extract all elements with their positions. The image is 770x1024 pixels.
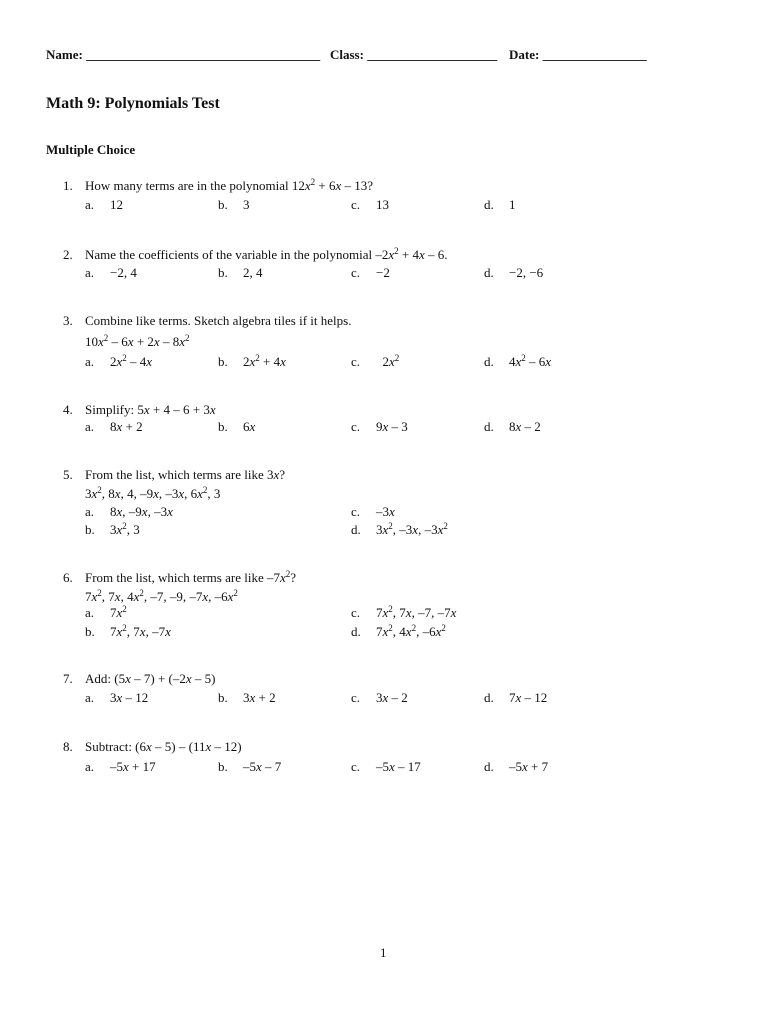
option-letter: a. [85,690,95,705]
class-label: Class: [330,47,364,62]
question-number: 5. [63,467,73,482]
date-label: Date: [509,47,540,62]
answer-option [85,624,171,640]
answer-option [484,690,547,706]
option-letter: b. [85,522,95,537]
class-field [330,47,497,63]
question-number: 7. [63,671,73,686]
answer-option [218,197,250,213]
option-letter: d. [484,197,494,212]
answer-option [351,690,408,706]
question-text: How many terms are in the polynomial $12x^2 + 6x - 13$? [85,177,374,193]
option-value: 1 [509,197,516,212]
answer-option [484,197,516,213]
answer-option [218,419,255,435]
option-letter: d. [484,265,494,280]
question-text: From the list, which terms are like 3x? [85,467,286,482]
date-blank: ________________ [542,47,647,62]
option-value: −2, 4 [110,265,137,280]
option-letter: a. [85,759,95,774]
option-value: 3x – 12 [110,690,149,705]
answer-option [351,522,448,538]
option-value: –5x + 17 [110,759,156,774]
question-expression: $3x^2$, 8x, 4, –9x, –3x, $6x^2$, 3 [85,485,221,501]
option-letter: c. [351,197,361,212]
question-number: 8. [63,739,73,754]
option-letter: b. [218,690,228,705]
answer-option [85,265,137,281]
option-letter: c. [351,759,361,774]
name-label: Name: [46,47,83,62]
option-value: 3 [243,197,250,212]
name-field [46,47,320,63]
answer-option [351,265,390,281]
option-value: $7x^2$, 7x, –7x [110,623,171,639]
option-value: 3x – 2 [376,690,408,705]
answer-option [351,504,395,520]
answer-option [85,504,173,520]
option-value: 3x + 2 [243,690,276,705]
option-value: $7x^2$, 7x, –7, –7x [376,604,457,620]
option-value: $2x^2 - 4x$ [110,353,153,369]
answer-option [85,354,152,370]
option-letter: d. [351,624,361,639]
question-text: Combine like terms. Sketch algebra tiles if it helps. [85,313,352,328]
question-number: 3. [63,313,73,328]
option-letter: b. [218,354,228,369]
question-text: Name the coefficients of the variable in the polynomial $-2x^2 + 4x - 6$. [85,246,448,262]
option-letter: d. [484,354,494,369]
option-letter: a. [85,354,95,369]
page-number: 1 [380,945,387,960]
option-letter: c. [351,605,361,620]
name-blank: ____________________________________ [86,47,321,62]
question-number: 4. [63,402,73,417]
option-value: 8x, –9x, –3x [110,504,173,519]
option-letter: b. [85,624,95,639]
option-letter: a. [85,265,95,280]
option-letter: c. [351,690,361,705]
option-value: $4x^2 - 6x$ [509,353,552,369]
option-letter: c. [351,419,361,434]
option-letter: c. [351,265,361,280]
section-heading: Multiple Choice [46,142,136,157]
answer-option [351,197,389,213]
class-blank: ____________________ [367,47,498,62]
option-value: –3x [376,504,395,519]
answer-option [85,605,127,621]
answer-option [85,759,156,775]
option-value: 9x – 3 [376,419,408,434]
answer-option [218,354,286,370]
answer-option [351,605,456,621]
option-value: $3x^2$, –3x, $-3x^2$ [376,521,448,537]
question-expression: $10x^2 - 6x + 2x - 8x^2$ [85,333,190,349]
question-number: 6. [63,570,73,585]
option-letter: b. [218,419,228,434]
answer-option [351,759,421,775]
option-value: $2x^2$ [376,353,400,369]
option-value: $3x^2$, 3 [110,521,140,537]
answer-option [85,690,148,706]
option-value: –5x – 17 [376,759,421,774]
option-value: −2 [376,265,390,280]
option-letter: d. [484,690,494,705]
answer-option [218,265,263,281]
answer-option [218,759,281,775]
question-text: Subtract: (6x – 5) – (11x – 12) [85,739,242,754]
answer-option [85,419,143,435]
answer-option [351,354,399,370]
option-value: $2x^2 + 4x$ [243,353,286,369]
option-letter: a. [85,197,95,212]
answer-option [218,690,276,706]
question-text: Add: (5x – 7) + (–2x – 5) [85,671,216,686]
answer-option [484,265,543,281]
option-value: –5x + 7 [509,759,549,774]
option-value: $7x^2$, $4x^2$, $-6x^2$ [376,623,446,639]
date-field [509,47,647,63]
question-text: From the list, which terms are like $-7x^2$? [85,569,297,585]
answer-option [484,354,551,370]
option-letter: a. [85,504,95,519]
option-letter: d. [484,419,494,434]
option-letter: c. [351,354,361,369]
answer-option [351,624,446,640]
option-letter: b. [218,197,228,212]
option-value: 12 [110,197,123,212]
option-value: 7x – 12 [509,690,548,705]
option-letter: b. [218,265,228,280]
answer-option [484,759,548,775]
option-letter: a. [85,419,95,434]
option-value: 8x + 2 [110,419,143,434]
option-value: 6x [243,419,256,434]
option-value: $7x^2$ [110,604,127,620]
answer-option [351,419,408,435]
page-title: Math 9: Polynomials Test [46,95,220,112]
answer-option [484,419,541,435]
option-letter: a. [85,605,95,620]
option-letter: d. [351,522,361,537]
question-text: Simplify: 5x + 4 – 6 + 3x [85,402,216,417]
answer-option [85,197,123,213]
option-value: 2, 4 [243,265,263,280]
option-letter: c. [351,504,361,519]
option-value: –5x – 7 [243,759,282,774]
option-letter: b. [218,759,228,774]
option-value: 13 [376,197,389,212]
option-value: 8x – 2 [509,419,541,434]
question-number: 2. [63,247,73,262]
option-value: −2, −6 [509,265,544,280]
answer-option [85,522,140,538]
question-expression: $7x^2$, 7x, $4x^2$, –7, –9, –7x, $-6x^2$ [85,588,238,604]
question-number: 1. [63,178,73,193]
option-letter: d. [484,759,494,774]
